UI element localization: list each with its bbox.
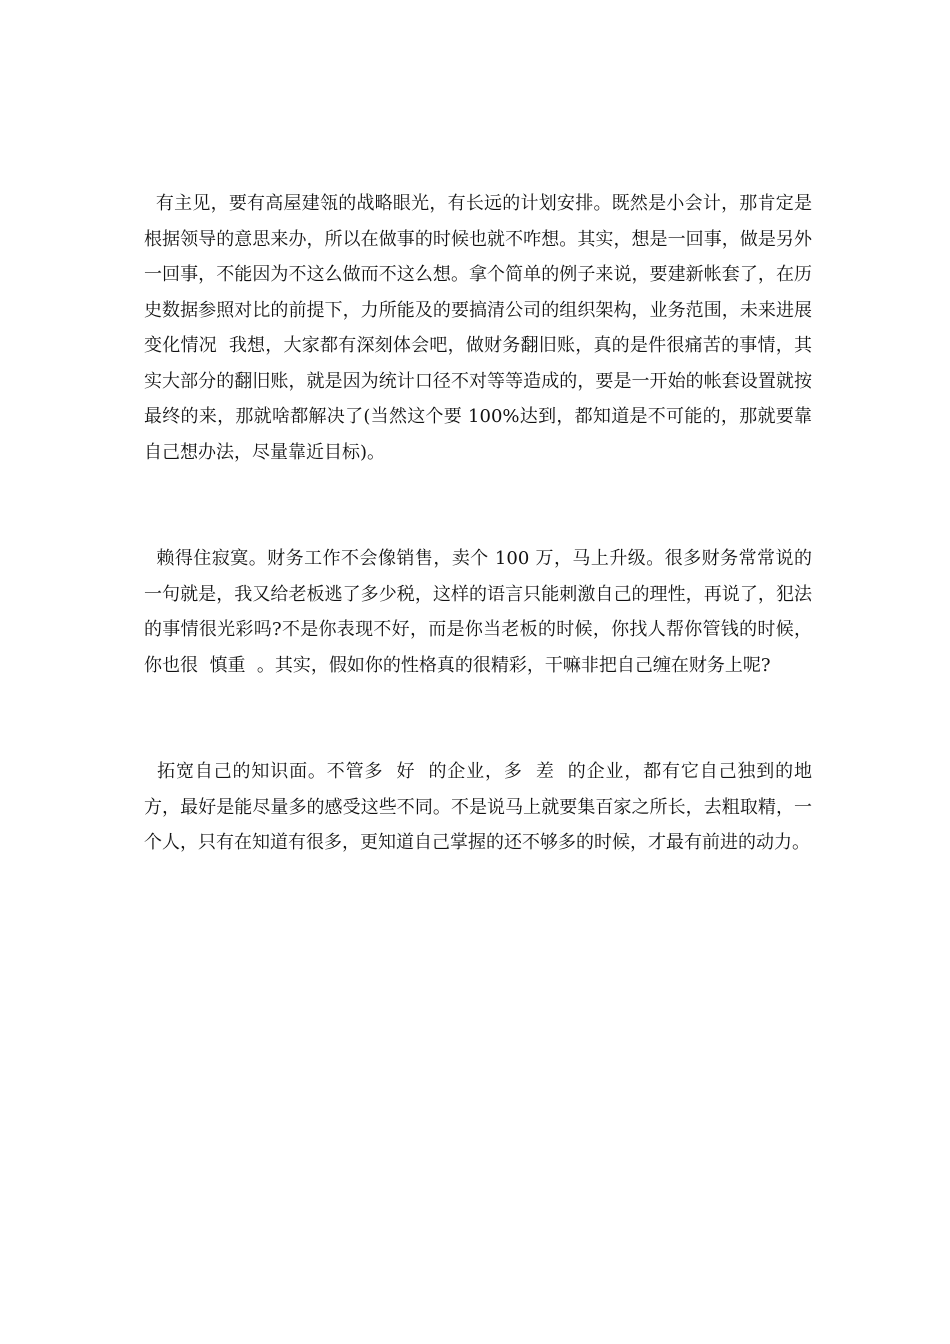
document-body	[144, 186, 812, 861]
paragraph-3: 拓宽自己的知识面。不管多 好 的企业，多 差 的企业，都有它自己独到的地方，最好是能尽量多的感受这些不同。不是说马上就要集百家之所长，去粗取精，一个人，只有在知道有很多，更知道自己掌握的还不够多的时候，才最有前进的动力。	[144, 761, 812, 853]
paragraph-2: 赖得住寂寞。财务工作不会像销售，卖个 100 万，马上升级。很多财务常常说的一句就是，我又给老板逃了多少税，这样的语言只能刺激自己的理性，再说了，犯法的事情很光彩吗?不是你表现不好，而是你当老板的时候，你找人帮你管钱的时候，你也很 慎重 。其实，假如你的性格真的很精彩，干嘛非把自己缠在财务上呢?	[144, 548, 812, 676]
paragraph-1: 有主见，要有高屋建瓴的战略眼光，有长远的计划安排。既然是小会计，那肯定是根据领导的意思来办，所以在做事的时候也就不咋想。其实，想是一回事，做是另外一回事，不能因为不这么做而不这么想。拿个简单的例子来说，要建新帐套了，在历史数据参照对比的前提下，力所能及的要搞清公司的组织架构，业务范围，未来进展变化情况 我想，大家都有深刻体会吧，做财务翻旧账，真的是件很痛苦的事情，其实大部分的翻旧账，就是因为统计口径不对等等造成的，要是一开始的帐套设置就按最终的来，那就啥都解决了(当然这个要 100%达到，都知道是不可能的，那就要靠自己想办法，尽量靠近目标)。	[144, 193, 812, 463]
